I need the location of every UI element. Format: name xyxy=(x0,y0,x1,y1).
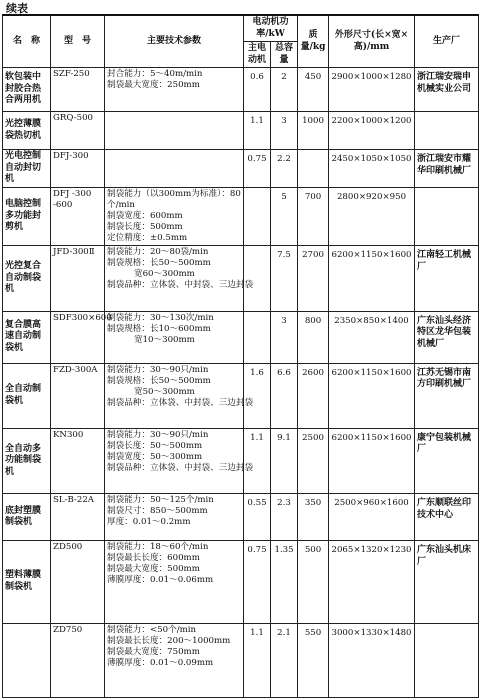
cell-params xyxy=(105,494,244,541)
cell-params xyxy=(105,428,254,493)
cell-manufacturer xyxy=(415,112,479,150)
table-row xyxy=(3,428,479,493)
param-line: 薄膜厚度：0.01～0.09mm xyxy=(107,657,214,668)
param-line: 薄膜厚度：0.01～0.06mm xyxy=(107,575,214,586)
param-line: 厚度：0.01～0.2mm xyxy=(107,517,191,528)
cell-total-capacity: 2.1 xyxy=(271,623,298,697)
cell-total-capacity: 6.6 xyxy=(271,363,298,428)
cell-manufacturer: 康宁包装机械厂 xyxy=(415,428,479,493)
param-line: 制袋品种：立体袋、中封袋、三边封袋 xyxy=(107,280,254,291)
cell-main-motor: 0.75 xyxy=(244,150,271,188)
spec-table xyxy=(2,14,479,698)
param-line: 制袋宽度：50～300mm xyxy=(107,451,203,462)
param-line: 制袋最大宽度：250mm xyxy=(107,80,200,91)
param-line: 制袋品种：立体袋、中封袋、三边封袋 xyxy=(107,462,254,473)
cell-mass: 500 xyxy=(298,541,329,623)
cell-dimensions: 2500×960×1600 xyxy=(329,494,415,541)
param-line: 制袋品种：立体袋、中封袋、三边封袋 xyxy=(107,397,254,408)
param-line: 制袋尺寸：850～500mm xyxy=(107,506,208,517)
param-line: 宽50～300mm xyxy=(134,386,195,397)
cell-model: DFJ -300 -600 xyxy=(51,188,105,246)
header-manufacturer: 生产厂 xyxy=(415,15,479,68)
cell-model: GRQ-500 xyxy=(51,112,105,150)
cell-total-capacity: 5 xyxy=(271,188,298,246)
cell-dimensions: 3000×1330×1480 xyxy=(329,623,415,697)
param-line: 制袋能力：<50个/min xyxy=(107,624,197,635)
cell-main-motor: 1.6 xyxy=(244,363,271,428)
cell-dimensions: 2200×1000×1200 xyxy=(329,112,415,150)
cell-total-capacity: 1.35 xyxy=(271,541,298,623)
cell-manufacturer: 江苏无锡市南方印刷机械厂 xyxy=(415,363,479,428)
cell-params xyxy=(105,68,244,112)
cell-main-motor: 1.1 xyxy=(244,623,271,697)
cell-model: DFJ-300 xyxy=(51,150,105,188)
cell-total-capacity: 2.3 xyxy=(271,494,298,541)
cell-main-motor xyxy=(244,188,271,246)
table-row xyxy=(3,68,479,112)
table-body xyxy=(3,68,479,698)
cell-model: ZD500 xyxy=(51,541,105,623)
param-line: 制袋长度：500mm xyxy=(107,222,183,233)
cell-total-capacity: 2.2 xyxy=(271,150,298,188)
cell-dimensions: 6200×1150×1600 xyxy=(329,246,415,311)
cell-name: 全自动多功能制袋机 xyxy=(3,428,51,493)
table-row xyxy=(3,112,479,150)
cell-main-motor: 0.75 xyxy=(244,541,271,623)
param-line: 制袋能力：30～90只/min xyxy=(107,364,209,375)
param-line: 制袋能力：18～60个/min xyxy=(107,542,209,553)
cell-name: 光控复合自动制袋机 xyxy=(3,246,51,311)
cell-mass: 2600 xyxy=(298,363,329,428)
cell-manufacturer: 广东顺联丝印技术中心 xyxy=(415,494,479,541)
cell-manufacturer: 浙江瑞安市耀华印刷机械厂 xyxy=(415,150,479,188)
cell-dimensions: 2900×1000×1280 xyxy=(329,68,415,112)
cell-manufacturer: 广东汕头机床厂 xyxy=(415,541,479,623)
cell-name: 全自动制袋机 xyxy=(3,363,51,428)
cell-mass: 350 xyxy=(298,494,329,541)
param-line: 制袋长度：50～500mm xyxy=(107,440,203,451)
cell-model: JFD-300Ⅱ xyxy=(51,246,105,311)
cell-dimensions: 2065×1320×1230 xyxy=(329,541,415,623)
header-main-motor: 主电动机 xyxy=(244,42,271,68)
table-row xyxy=(3,494,479,541)
cell-name: 电脑控制多功能封剪机 xyxy=(3,188,51,246)
cell-main-motor xyxy=(244,311,271,363)
cell-model: FZD-300A xyxy=(51,363,105,428)
cell-total-capacity: 3 xyxy=(271,112,298,150)
cell-dimensions: 2350×850×1400 xyxy=(329,311,415,363)
cell-name: 塑料薄膜制袋机 xyxy=(3,541,51,623)
cell-name: 复合膜高速自动制袋机 xyxy=(3,311,51,363)
cell-params xyxy=(105,541,244,623)
cell-manufacturer xyxy=(415,623,479,697)
cell-params xyxy=(105,150,244,188)
cell-model: ZD750 xyxy=(51,623,105,697)
cell-model: SDF300×600 xyxy=(51,311,105,363)
cell-total-capacity: 2 xyxy=(271,68,298,112)
param-line: 制袋能力：30～130次/min xyxy=(107,312,214,323)
param-line: 制袋能力：30～90只/min xyxy=(107,429,209,440)
param-line: 宽10～300mm xyxy=(134,334,195,345)
header-params: 主要技术参数 xyxy=(105,15,244,68)
cell-dimensions: 2800×920×950 xyxy=(329,188,415,246)
cell-manufacturer: 浙江瑞安瑞申机械实业公司 xyxy=(415,68,479,112)
table-row xyxy=(3,363,479,428)
cell-params xyxy=(105,246,254,311)
cell-params xyxy=(105,188,244,246)
cell-main-motor: 1.1 xyxy=(244,112,271,150)
cell-main-motor: 1.1 xyxy=(244,428,271,493)
cell-params xyxy=(105,112,244,150)
param-line: 制袋能力：20～80袋/min xyxy=(107,247,209,258)
cell-mass: 800 xyxy=(298,311,329,363)
continued-label: 续表 xyxy=(6,2,28,15)
cell-mass xyxy=(298,150,329,188)
cell-name: 光电控制自动封切机 xyxy=(3,150,51,188)
cell-manufacturer xyxy=(415,188,479,246)
cell-dimensions: 6200×1150×1600 xyxy=(329,428,415,493)
header-mass: 质量/kg xyxy=(298,15,329,68)
cell-params xyxy=(105,311,244,363)
table-row xyxy=(3,541,479,623)
param-line: 定位精度：±0.5mm xyxy=(107,233,188,244)
param-line: 制袋最长长度：200～1000mm xyxy=(107,635,231,646)
param-line: 制袋宽度：600mm xyxy=(107,211,183,222)
cell-main-motor: 0.55 xyxy=(244,494,271,541)
param-line: 宽60～300mm xyxy=(134,269,195,280)
table-row xyxy=(3,188,479,246)
cell-model: KN300 xyxy=(51,428,105,493)
header-dimensions: 外形尺寸(长×宽×高)/mm xyxy=(329,15,415,68)
cell-main-motor xyxy=(244,246,271,311)
header-power: 电动机功率/kW xyxy=(244,15,298,42)
param-line: 封合能力：5～40m/min xyxy=(107,69,203,80)
cell-model: SL-B-22A xyxy=(51,494,105,541)
cell-mass: 450 xyxy=(298,68,329,112)
table-row xyxy=(3,246,479,311)
cell-name: 光控薄膜袋热切机 xyxy=(3,112,51,150)
header-model: 型 号 xyxy=(51,15,105,68)
table-row xyxy=(3,311,479,363)
header-name: 名 称 xyxy=(3,15,51,68)
table-row xyxy=(3,623,479,697)
param-line: 制袋能力（以300mm为标准）：80个/min xyxy=(107,189,241,211)
param-line: 制袋规格：长50～500mm xyxy=(107,375,211,386)
cell-mass: 700 xyxy=(298,188,329,246)
table-row xyxy=(3,150,479,188)
param-line: 制袋最大宽度：500mm xyxy=(107,564,200,575)
param-line: 制袋最长长度：600mm xyxy=(107,553,200,564)
cell-total-capacity: 3 xyxy=(271,311,298,363)
cell-total-capacity: 9.1 xyxy=(271,428,298,493)
cell-total-capacity: 7.5 xyxy=(271,246,298,311)
param-line: 制袋规格：长50～500mm xyxy=(107,258,211,269)
table-header xyxy=(3,15,479,68)
header-total-capacity: 总容量 xyxy=(271,42,298,68)
cell-params xyxy=(105,623,244,697)
cell-name xyxy=(3,623,51,697)
cell-dimensions: 6200×1150×1600 xyxy=(329,363,415,428)
cell-name: 软包装中封胶合热合两用机 xyxy=(3,68,51,112)
cell-mass: 1000 xyxy=(298,112,329,150)
cell-mass: 2500 xyxy=(298,428,329,493)
cell-mass: 2700 xyxy=(298,246,329,311)
cell-manufacturer: 江南轻工机械厂 xyxy=(415,246,479,311)
param-line: 制袋能力：50～125个/min xyxy=(107,495,214,506)
cell-name: 底封塑膜制袋机 xyxy=(3,494,51,541)
cell-params xyxy=(105,363,254,428)
cell-manufacturer: 广东汕头经济特区龙华包装机械厂 xyxy=(415,311,479,363)
cell-main-motor: 0.6 xyxy=(244,68,271,112)
param-line: 制袋最大宽度：750mm xyxy=(107,646,200,657)
cell-mass: 550 xyxy=(298,623,329,697)
cell-dimensions: 2450×1050×1050 xyxy=(329,150,415,188)
cell-model: SZF-250 xyxy=(51,68,105,112)
param-line: 制袋规格：长10～600mm xyxy=(107,323,211,334)
